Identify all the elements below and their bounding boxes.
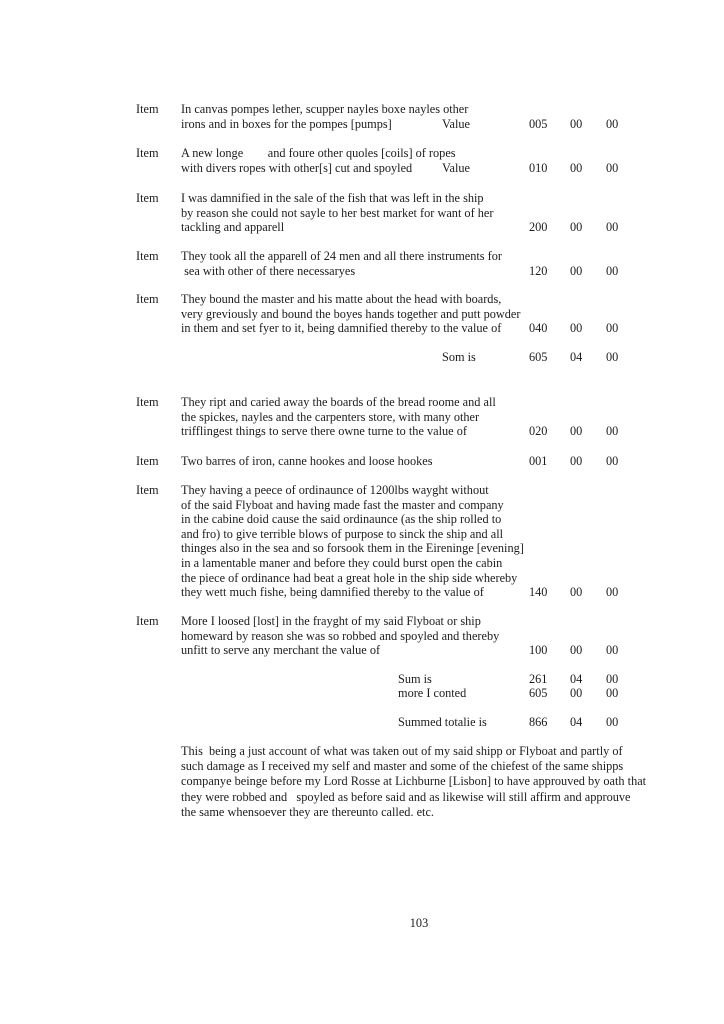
item-line: in them and set fyer to it, being damnified thereby to the value of	[181, 321, 502, 336]
item-label: Item	[136, 483, 159, 497]
carried-label: more I conted	[398, 686, 467, 700]
item-line: in a lamentable maner and before they could burst open the cabin	[181, 555, 503, 570]
item-line: trifflingest things to serve there owne turne to the value of	[181, 424, 467, 439]
item-text	[181, 102, 521, 131]
amount-shillings: 00	[570, 643, 583, 657]
amount-pence: 00	[606, 264, 619, 278]
amount-pence: 00	[606, 117, 619, 131]
amount-pence: 00	[606, 321, 619, 335]
item-line: they wett much fishe, being damnified thereby to the value of	[181, 585, 484, 600]
amount-pence: 00	[606, 161, 619, 175]
amount-shillings: 00	[570, 686, 583, 700]
item-line: I was damnified in the sale of the fish that was left in the ship	[181, 191, 484, 205]
item-line: homeward by reason she was so robbed and spoyled and thereby	[181, 628, 500, 643]
amount-pence: 00	[606, 672, 619, 686]
amount-shillings: 00	[570, 264, 583, 278]
amount-pounds: 010	[529, 161, 548, 175]
amount-pounds: 120	[529, 264, 548, 278]
amount-pounds: 261	[529, 672, 548, 686]
amount-pounds: 140	[529, 585, 548, 599]
item-text	[181, 614, 521, 658]
item-line: with divers ropes with other[s] cut and spoyled Value	[181, 160, 470, 175]
item-text	[181, 483, 524, 600]
item-line: irons and in boxes for the pompes [pumps] Value	[181, 116, 470, 131]
amount-pence: 00	[606, 424, 619, 438]
item-line: unfitt to serve any merchant the value of	[181, 643, 381, 658]
paragraph-line: such damage as I received my self and master and some of the chiefest of the same shipps	[181, 759, 624, 774]
item-line: the piece of ordinance had beat a great hole in the ship side whereby	[181, 570, 518, 585]
amount-pence: 00	[606, 686, 619, 700]
page-number: 103	[409, 916, 429, 930]
item-label: Item	[136, 191, 159, 205]
item-label: Item	[136, 249, 159, 263]
item-text	[181, 454, 521, 469]
amount-shillings: 00	[570, 585, 583, 599]
amount-shillings: 00	[570, 321, 583, 335]
item-label: Item	[136, 146, 159, 160]
item-line: They ript and caried away the boards of the bread roome and all	[181, 395, 496, 409]
amount-pence: 00	[606, 643, 619, 657]
grand-total-label: Summed totalie is	[398, 715, 487, 729]
amount-pounds: 005	[529, 117, 548, 131]
subtotal-label: Som is	[442, 350, 476, 364]
paragraph-line: This being a just account of what was taken out of my said shipp or Flyboat and partly of	[181, 744, 623, 758]
item-label: Item	[136, 395, 159, 409]
item-line: and fro) to give terrible blows of purpose to sinck the ship and all	[181, 526, 504, 541]
item-text	[181, 395, 521, 439]
amount-shillings: 00	[570, 117, 583, 131]
amount-pounds: 040	[529, 321, 548, 335]
paragraph-line: companye beinge before my Lord Rosse at Lichburne [Lisbon] to have approuved by oath that	[181, 774, 647, 789]
amount-pounds: 200	[529, 220, 548, 234]
amount-shillings: 04	[570, 715, 583, 729]
closing-paragraph	[181, 744, 647, 820]
item-line: by reason she could not sayle to her best market for want of her	[181, 205, 494, 220]
item-line: in the cabine doid cause the said ordinaunce (as the ship rolled to	[181, 512, 502, 527]
amount-pence: 00	[606, 585, 619, 599]
amount-pounds: 605	[529, 686, 548, 700]
item-line: A new longe and foure other quoles [coils] of ropes	[181, 146, 456, 160]
item-line: tackling and apparell	[181, 220, 285, 235]
item-text	[181, 146, 521, 175]
item-label: Item	[136, 454, 159, 468]
item-line: They took all the apparell of 24 men and all there instruments for	[181, 249, 502, 263]
amount-pence: 00	[606, 715, 619, 729]
item-line: of the said Flyboat and having made fast the master and company	[181, 497, 504, 512]
item-label: Item	[136, 292, 159, 306]
item-line: the spickes, nayles and the carpenters store, with many other	[181, 409, 480, 424]
amount-shillings: 00	[570, 454, 583, 468]
amount-pounds: 020	[529, 424, 548, 438]
amount-shillings: 00	[570, 424, 583, 438]
paragraph-line: the same whensoever they are thereunto called. etc.	[181, 804, 434, 819]
paragraph-line: they were robbed and spoyled as before said and as likewise will still affirm and approuve	[181, 789, 631, 804]
item-text	[181, 292, 521, 336]
item-label: Item	[136, 102, 159, 116]
amount-shillings: 00	[570, 220, 583, 234]
value-word: Value	[442, 116, 470, 131]
amount-pounds: 001	[529, 454, 548, 468]
item-line: In canvas pompes lether, scupper nayles boxe nayles other	[181, 102, 469, 116]
amount-pence: 00	[606, 454, 619, 468]
item-label: Item	[136, 614, 159, 628]
amount-shillings: 04	[570, 672, 583, 686]
amount-pence: 00	[606, 350, 619, 364]
amount-pence: 00	[606, 220, 619, 234]
amount-pounds: 866	[529, 715, 548, 729]
item-line: They having a peece of ordinaunce of 1200lbs wayght without	[181, 483, 489, 497]
amount-pounds: 605	[529, 350, 548, 364]
amount-pounds: 100	[529, 643, 548, 657]
item-line: thinges also in the sea and so forsook them in the Eireninge [evening]	[181, 541, 524, 556]
item-line: More I loosed [lost] in the frayght of my said Flyboat or ship	[181, 614, 481, 628]
item-text	[181, 191, 521, 235]
item-line: Two barres of iron, canne hookes and loose hookes	[181, 454, 433, 468]
amount-shillings: 00	[570, 161, 583, 175]
item-line: sea with other of there necessaryes	[181, 263, 356, 278]
value-word: Value	[442, 160, 470, 175]
item-line: very greviously and bound the boyes hands together and putt powder	[181, 306, 521, 321]
amount-shillings: 04	[570, 350, 583, 364]
subtotal-label: Sum is	[398, 672, 432, 686]
item-line: They bound the master and his matte about the head with boards,	[181, 292, 502, 306]
item-text	[181, 249, 521, 278]
